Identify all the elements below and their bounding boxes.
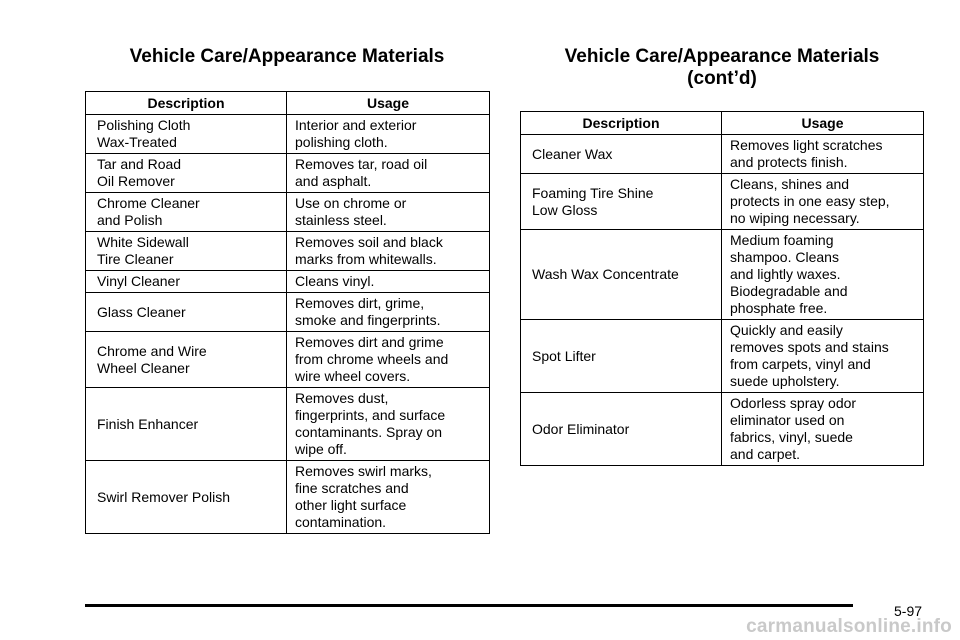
table-row: [521, 230, 924, 320]
usage-cell: Removes light scratches and protects finish.: [722, 135, 924, 174]
usage-cell: Interior and exterior polishing cloth.: [287, 115, 490, 154]
table-row: [86, 388, 490, 461]
usage-cell: Removes dust, fingerprints, and surface contaminants. Spray on wipe off.: [287, 388, 490, 461]
usage-cell: Cleans vinyl.: [287, 271, 490, 293]
usage-cell: Removes swirl marks, fine scratches and other light surface contamination.: [287, 461, 490, 534]
table-row: [86, 332, 490, 388]
left-materials-table: [85, 91, 490, 534]
description-cell: Finish Enhancer: [86, 388, 287, 461]
table-row: [521, 174, 924, 230]
description-column-header: Description: [521, 112, 722, 135]
usage-column-header: Usage: [287, 92, 490, 115]
description-cell: Spot Lifter: [521, 320, 722, 393]
usage-cell: Removes dirt, grime, smoke and fingerprints.: [287, 293, 490, 332]
table-header-row: [86, 92, 490, 115]
table-row: [86, 154, 490, 193]
description-cell: Vinyl Cleaner: [86, 271, 287, 293]
description-cell: Wash Wax Concentrate: [521, 230, 722, 320]
description-cell: Glass Cleaner: [86, 293, 287, 332]
description-cell: Chrome and Wire Wheel Cleaner: [86, 332, 287, 388]
page-number: 5-97: [894, 603, 923, 619]
table-row: [521, 135, 924, 174]
table-row: [86, 115, 490, 154]
description-cell: Odor Eliminator: [521, 393, 722, 466]
right-materials-table: [520, 111, 924, 466]
right-section-title: Vehicle Care/Appearance Materials (cont’d): [564, 46, 880, 89]
description-cell: Chrome Cleaner and Polish: [86, 193, 287, 232]
usage-cell: Removes dirt and grime from chrome wheels and wire wheel covers.: [287, 332, 490, 388]
description-column-header: Description: [86, 92, 287, 115]
left-table-body: [86, 115, 490, 534]
table-row: [86, 461, 490, 534]
table-row: [86, 293, 490, 332]
usage-cell: Medium foaming shampoo. Cleans and lightly waxes. Biodegradable and phosphate free.: [722, 230, 924, 320]
table-row: [521, 393, 924, 466]
table-header-row: [521, 112, 924, 135]
usage-column-header: Usage: [722, 112, 924, 135]
description-cell: Tar and Road Oil Remover: [86, 154, 287, 193]
description-cell: White Sidewall Tire Cleaner: [86, 232, 287, 271]
watermark: carmanualsonline.info: [746, 616, 952, 637]
table-row: [86, 193, 490, 232]
description-cell: Polishing Cloth Wax-Treated: [86, 115, 287, 154]
usage-cell: Removes tar, road oil and asphalt.: [287, 154, 490, 193]
table-row: [86, 232, 490, 271]
description-cell: Foaming Tire Shine Low Gloss: [521, 174, 722, 230]
usage-cell: Use on chrome or stainless steel.: [287, 193, 490, 232]
right-table-body: [521, 135, 924, 466]
usage-cell: Odorless spray odor eliminator used on fabrics, vinyl, suede and carpet.: [722, 393, 924, 466]
table-row: [86, 271, 490, 293]
table-row: [521, 320, 924, 393]
usage-cell: Removes soil and black marks from whitewalls.: [287, 232, 490, 271]
usage-cell: Cleans, shines and protects in one easy step, no wiping necessary.: [722, 174, 924, 230]
left-section-title: Vehicle Care/Appearance Materials: [129, 46, 445, 67]
description-cell: Cleaner Wax: [521, 135, 722, 174]
footer-rule: [85, 604, 853, 607]
usage-cell: Quickly and easily removes spots and stains from carpets, vinyl and suede upholstery.: [722, 320, 924, 393]
description-cell: Swirl Remover Polish: [86, 461, 287, 534]
